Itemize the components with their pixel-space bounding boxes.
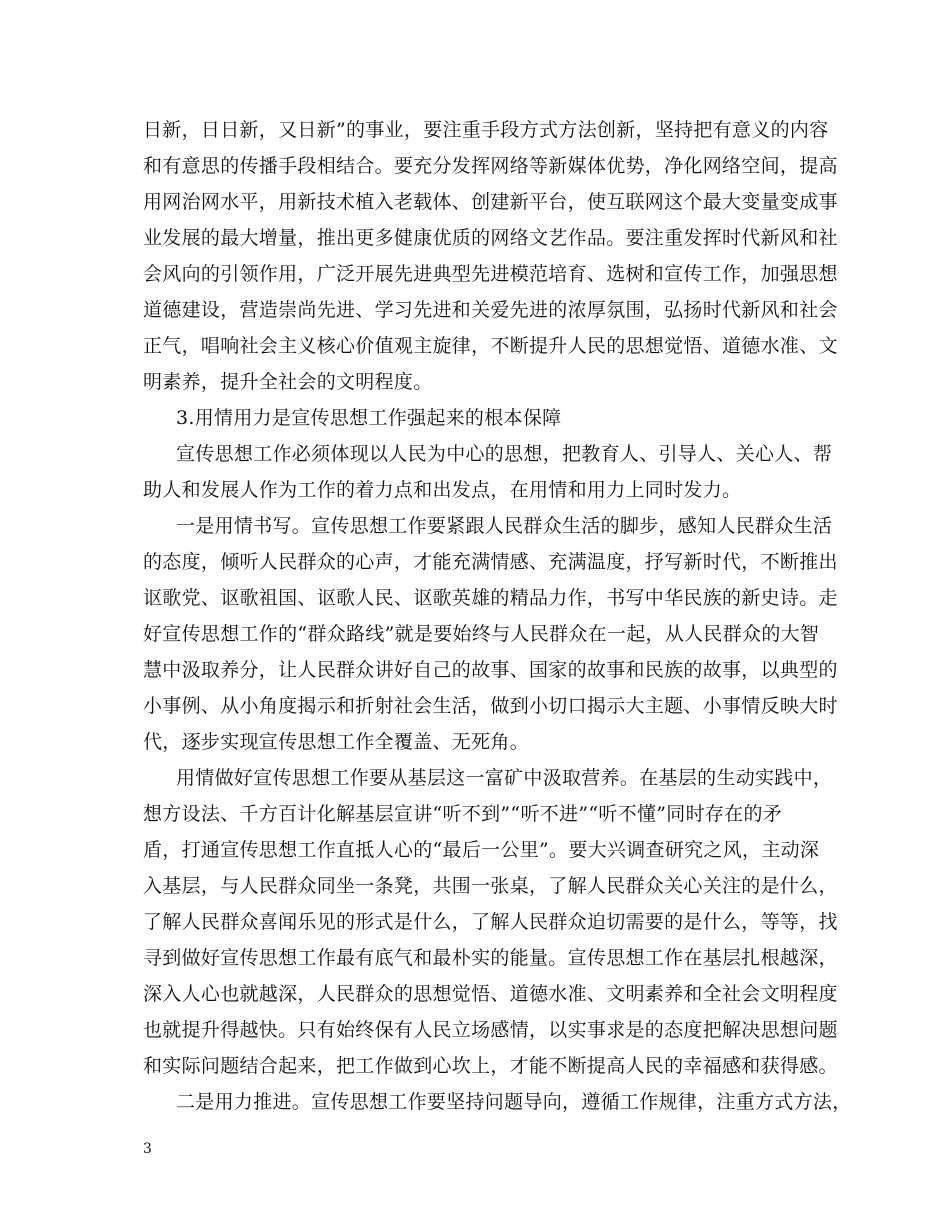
body-text-line: 入基层，与人民群众同坐一条凳，共围一张桌，了解人民群众关心关注的是什么， — [143, 875, 838, 897]
body-text-line: 助人和发展人作为工作的着力点和出发点，在用情和用力上同时发力。 — [143, 479, 742, 501]
body-text-line: 了解人民群众喜闻乐见的形式是什么，了解人民群众迫切需要的是什么，等等，找 — [143, 911, 838, 933]
body-text-line: 和实际问题结合起来，把工作做到心坎上，才能不断提高人民的幸福感和获得感。 — [143, 1055, 838, 1077]
body-text-line: 道德建设，营造崇尚先进、学习先进和关爱先进的浓厚氛围，弘扬时代新风和社会 — [143, 299, 838, 321]
body-text-line: 和有意思的传播手段相结合。要充分发挥网络等新媒体优势，净化网络空间，提高 — [143, 155, 838, 177]
body-text-line: 好宣传思想工作的“群众路线”就是要始终与人民群众在一起，从人民群众的大智 — [143, 623, 820, 645]
body-text-line: 想方设法、千方百计化解基层宣讲“听不到”“听不进”“听不懂”同时存在的矛 — [143, 803, 783, 825]
body-text-line: 正气，唱响社会主义核心价值观主旋律，不断提升人民的思想觉悟、道德水准、文 — [143, 335, 838, 357]
body-text-line: 慧中汲取养分，让人民群众讲好自己的故事、国家的故事和民族的故事，以典型的 — [143, 659, 838, 681]
body-text-line: 也就提升得越快。只有始终保有人民立场感情，以实事求是的态度把解决思想问题 — [143, 1019, 838, 1041]
body-text-line: 小事例、从小角度揭示和折射社会生活，做到小切口揭示大主题、小事情反映大时 — [143, 695, 838, 717]
paragraph-start-line: 宣传思想工作必须体现以人民为中心的思想，把教育人、引导人、关心人、帮 — [176, 443, 833, 465]
paragraph-start-line: 二是用力推进。宣传思想工作要坚持问题导向，遵循工作规律，注重方式方法， — [176, 1091, 852, 1113]
body-text-line: 代，逐步实现宣传思想工作全覆盖、无死角。 — [143, 731, 530, 753]
body-text-line: 明素养，提升全社会的文明程度。 — [143, 371, 433, 393]
paragraph-start-line: 用情做好宣传思想工作要从基层这一富矿中汲取营养。在基层的生动实践中， — [176, 767, 833, 789]
body-text-line: 用网治网水平，用新技术植入老载体、创建新平台，使互联网这个最大变量变成事 — [143, 191, 838, 213]
body-text-line: 的态度，倾听人民群众的心声，才能充满情感、充满温度，抒写新时代，不断推出 — [143, 551, 838, 573]
body-text-line: 讴歌党、讴歌祖国、讴歌人民、讴歌英雄的精品力作，书写中华民族的新史诗。走 — [143, 587, 838, 609]
body-text-line: 深入人心也就越深，人民群众的思想觉悟、道德水准、文明素养和全社会文明程度 — [143, 983, 838, 1005]
body-text-line: 寻到做好宣传思想工作最有底气和最朴实的能量。宣传思想工作在基层扎根越深， — [143, 947, 838, 969]
body-text-line: 盾，打通宣传思想工作直抵人心的“最后一公里”。要大兴调查研究之风，主动深 — [143, 839, 820, 861]
paragraph-start-line: 一是用情书写。宣传思想工作要紧跟人民群众生活的脚步，感知人民群众生活 — [176, 515, 833, 537]
section-heading: 3.用情用力是宣传思想工作强起来的根本保障 — [176, 407, 562, 429]
body-text-line: 日新，日日新，又日新”的事业，要注重手段方式方法创新，坚持把有意义的内容 — [143, 119, 829, 141]
page-number: 3 — [143, 1141, 152, 1157]
body-text-line: 业发展的最大增量，推出更多健康优质的网络文艺作品。要注重发挥时代新风和社 — [143, 227, 838, 249]
body-text-line: 会风向的引领作用，广泛开展先进典型先进模范培育、选树和宣传工作，加强思想 — [143, 263, 838, 285]
